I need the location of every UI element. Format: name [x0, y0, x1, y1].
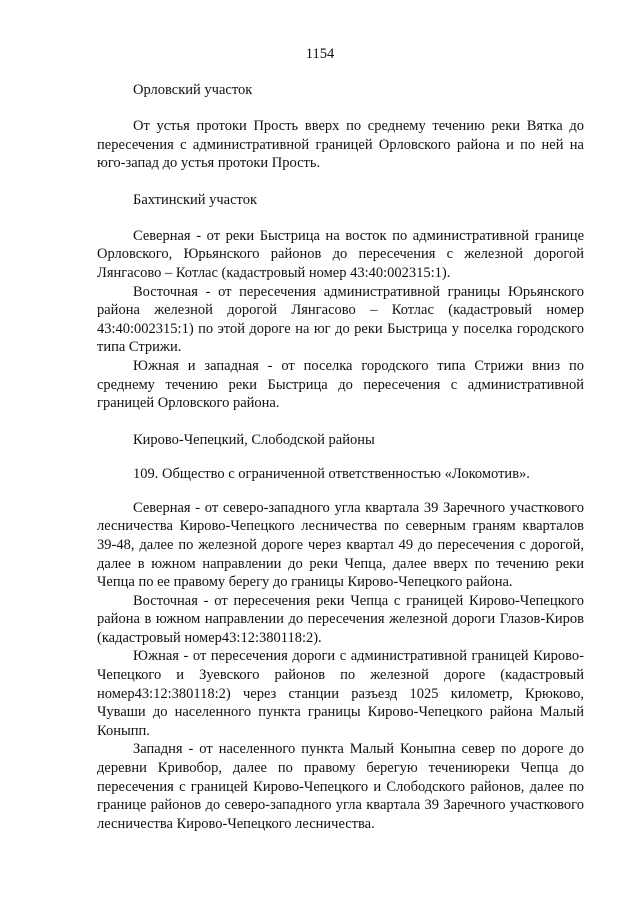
section-heading-orlovsky: Орловский участок [133, 82, 253, 98]
paragraph-kirovo-north: Северная - от северо-западного угла квартала 39 Заречного участкового лесничества Кирово-Чепецкого лесничества по северным граням кварталов 39-48, далее по железной дороге через квартал 49 до пересечения с дорогой, далее в южном направлении до реки Чепца, далее вверх по течению реки Чепца по ее правому берегу до границы Кирово-Чепецкого района. [97, 499, 584, 591]
paragraph-kirovo-south: Южная - от пересечения дороги с административной границей Кирово-Чепецкого и Зуевского районов по железной дороге (кадастровый номер43:12:380118:2) через станции разъезд 1025 километр, Крюково, Чуваши до населенного пункта границы Кирово-Чепецкого района Малый Коныпп. [97, 648, 584, 739]
section-heading-bakhtinsky: Бахтинский участок [133, 191, 257, 208]
paragraph-orlovsky: От устья протоки Прость вверх по среднему течению реки Вятка до пересечения с административной границей Орловского района и по ней на юго-запад до устья протоки Прость. [97, 118, 584, 172]
paragraph-bakhtinsky-south-west: Южная и западная - от поселка городского типа Стрижи вниз по среднему течению реки Быстрица до пересечения с административной границей Орловского района. [97, 357, 584, 412]
paragraph-kirovo-east: Восточная - от пересечения реки Чепца с границей Кирово-Чепецкого района в южном направлении до пересечения железной дороги Глазов-Киров (кадастровый номер43:12:380118:2). [97, 592, 584, 646]
section-subheading-lokomotiv: 109. Общество с ограниченной ответственностью «Локомотив». [133, 465, 530, 482]
document-body [97, 81, 584, 833]
paragraph-bakhtinsky-east: Восточная - от пересечения административной границы Юрьянского района железной дорогой Лянгасово – Котлас (кадастровый номер 43:40:002315:1) по этой дороге на юг до реки Быстрица у поселка городского типа Стрижи. [97, 283, 584, 356]
paragraph-kirovo-west: Западня - от населенного пункта Малый Коныпна север по дороге до деревни Кривобор, далее по правому берегую течениюреки Чепца до пересечения с границей Кирово-Чепецкого и Слободского районов, далее по границе районов до северо-западного угла квартала 39 Заречного участкового лесничества Кирово-Чепецкого лесничества. [97, 741, 584, 832]
paragraph-bakhtinsky-north: Северная - от реки Быстрица на восток по административной границе Орловского, Юрьянского районов до пересечения с железной дорогой Лянгасово – Котлас (кадастровый номер 43:40:002315:1). [97, 227, 584, 281]
section-heading-kirovo: Кирово-Чепецкий, Слободской районы [133, 431, 375, 448]
page-number: 1154 [305, 46, 335, 62]
